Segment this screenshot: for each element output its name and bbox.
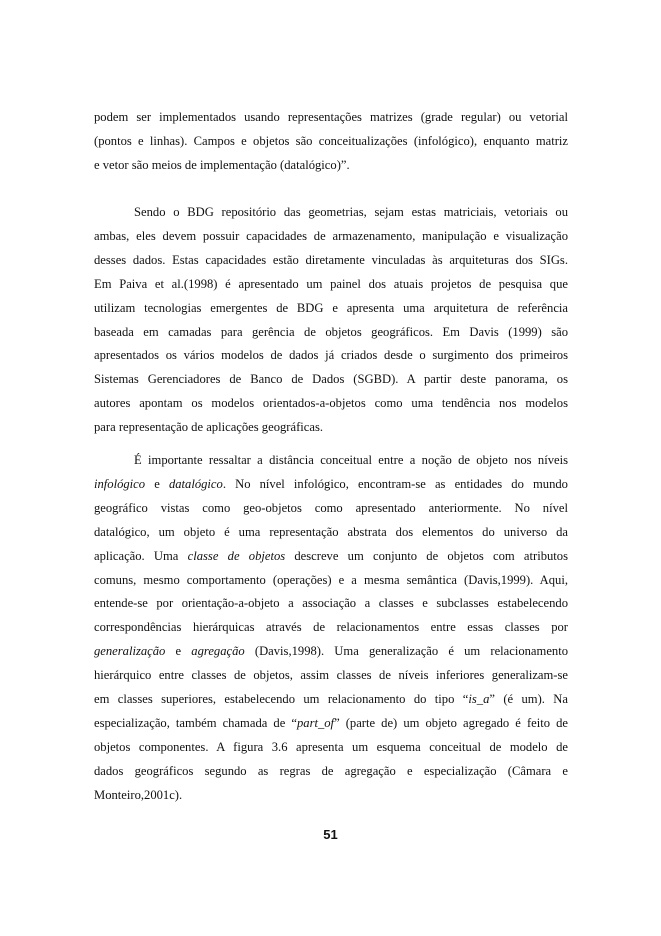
italic-term: datalógico	[168, 476, 223, 491]
text-segment: Sistemas Gerenciadores de Banco de Dados (SGBD). A partir deste panorama, os	[94, 372, 568, 387]
text-segment: e	[165, 644, 192, 659]
italic-term: infológico	[94, 476, 146, 491]
text-line	[94, 394, 568, 412]
text-line	[94, 786, 568, 804]
text-line	[94, 227, 568, 245]
text-line	[94, 251, 568, 269]
text-line	[134, 451, 568, 469]
page-number: 51	[323, 827, 338, 842]
text-line	[94, 594, 568, 612]
text-line	[94, 299, 568, 317]
italic-term: is_a	[468, 692, 490, 706]
text-line	[94, 523, 568, 541]
text-segment: Sendo o BDG repositório das geometrias, sejam estas matriciais, vetoriais ou	[134, 205, 568, 219]
italic-term: part_of	[296, 715, 335, 730]
italic-term: generalização	[94, 644, 166, 659]
text-line	[94, 714, 568, 732]
italic-term: agregação	[191, 644, 245, 659]
text-segment: (Davis,1998). Uma generalização é um relacionamento	[244, 644, 568, 659]
text-segment: ambas, eles devem possuir capacidades de armazenamento, manipulação e visualização	[94, 228, 568, 243]
text-segment: descreve um conjunto de objetos com atributos	[285, 548, 569, 563]
text-segment: especialização, também chamada de “	[94, 715, 297, 730]
text-segment: utilizam tecnologias emergentes de BDG e apresenta uma arquitetura de referência	[94, 300, 568, 315]
text-line	[94, 738, 568, 756]
text-line	[94, 418, 568, 436]
text-line	[94, 666, 568, 684]
text-segment: para representação de aplicações geográficas.	[94, 420, 323, 435]
text-segment: desses dados. Estas capacidades estão diretamente vinculadas às arquiteturas dos SIGs.	[94, 252, 568, 267]
text-segment: É importante ressaltar a distância conceitual entre a noção de objeto nos níveis	[134, 453, 568, 467]
text-segment: correspondências hierárquicas através de relacionamentos entre essas classes por	[94, 620, 568, 635]
text-line	[94, 108, 568, 126]
text-line	[94, 618, 568, 636]
text-line	[94, 642, 568, 660]
text-segment: datalógico, um objeto é uma representação abstrata dos elementos do universo da	[94, 524, 568, 539]
text-segment: entende-se por orientação-a-objeto a associação a classes e subclasses estabelecendo	[94, 596, 568, 611]
text-segment: Monteiro,2001c).	[94, 787, 183, 802]
text-line	[94, 690, 568, 708]
text-segment: . No nível infológico, encontram-se as entidades do mundo	[222, 476, 568, 491]
text-segment: aplicação. Uma	[94, 548, 188, 563]
text-line	[94, 275, 568, 293]
text-segment: geográfico vistas como geo-objetos como apresentado anteriormente. No nível	[94, 500, 568, 515]
text-segment: autores apontam os modelos orientados-a-objetos como uma tendência nos modelos	[94, 396, 568, 411]
text-segment: ” (parte de) um objeto agregado é feito de	[334, 715, 568, 730]
text-segment: Em Paiva et al.(1998) é apresentado um painel dos atuais projetos de pesquisa que	[94, 276, 568, 291]
text-line	[94, 346, 568, 364]
text-segment: ” (é um). Na	[489, 692, 568, 706]
text-segment: baseada em camadas para gerência de objetos geográficos. Em Davis (1999) são	[94, 324, 568, 339]
text-line	[94, 762, 568, 780]
text-line	[94, 547, 568, 565]
text-segment: e vetor são meios de implementação (datalógico)”.	[94, 157, 350, 172]
italic-term: classe de objetos	[187, 548, 286, 563]
text-segment: e	[145, 476, 169, 491]
text-line	[94, 571, 568, 589]
text-line	[94, 323, 568, 341]
text-segment: objetos componentes. A figura 3.6 apresenta um esquema conceitual de modelo de	[94, 739, 568, 754]
text-line	[94, 499, 568, 517]
text-segment: podem ser implementados usando representações matrizes (grade regular) ou vetorial	[94, 110, 568, 124]
text-segment: em classes superiores, estabelecendo um relacionamento do tipo “	[94, 692, 469, 706]
text-segment: apresentados os vários modelos de dados já criados desde o surgimento dos primeiros	[94, 348, 568, 363]
text-line	[94, 475, 568, 493]
text-line	[134, 203, 568, 221]
text-segment: (pontos e linhas). Campos e objetos são conceitualizações (infológico), enquanto matriz	[94, 133, 568, 148]
text-segment: hierárquico entre classes de objetos, assim classes de níveis inferiores generalizam-se	[94, 668, 568, 683]
text-segment: dados geográficos segundo as regras de agregação e especialização (Câmara e	[94, 763, 568, 778]
text-line	[94, 370, 568, 388]
text-line	[94, 156, 568, 174]
text-line	[94, 132, 568, 150]
text-segment: comuns, mesmo comportamento (operações) e a mesma semântica (Davis,1999). Aqui,	[94, 572, 568, 587]
